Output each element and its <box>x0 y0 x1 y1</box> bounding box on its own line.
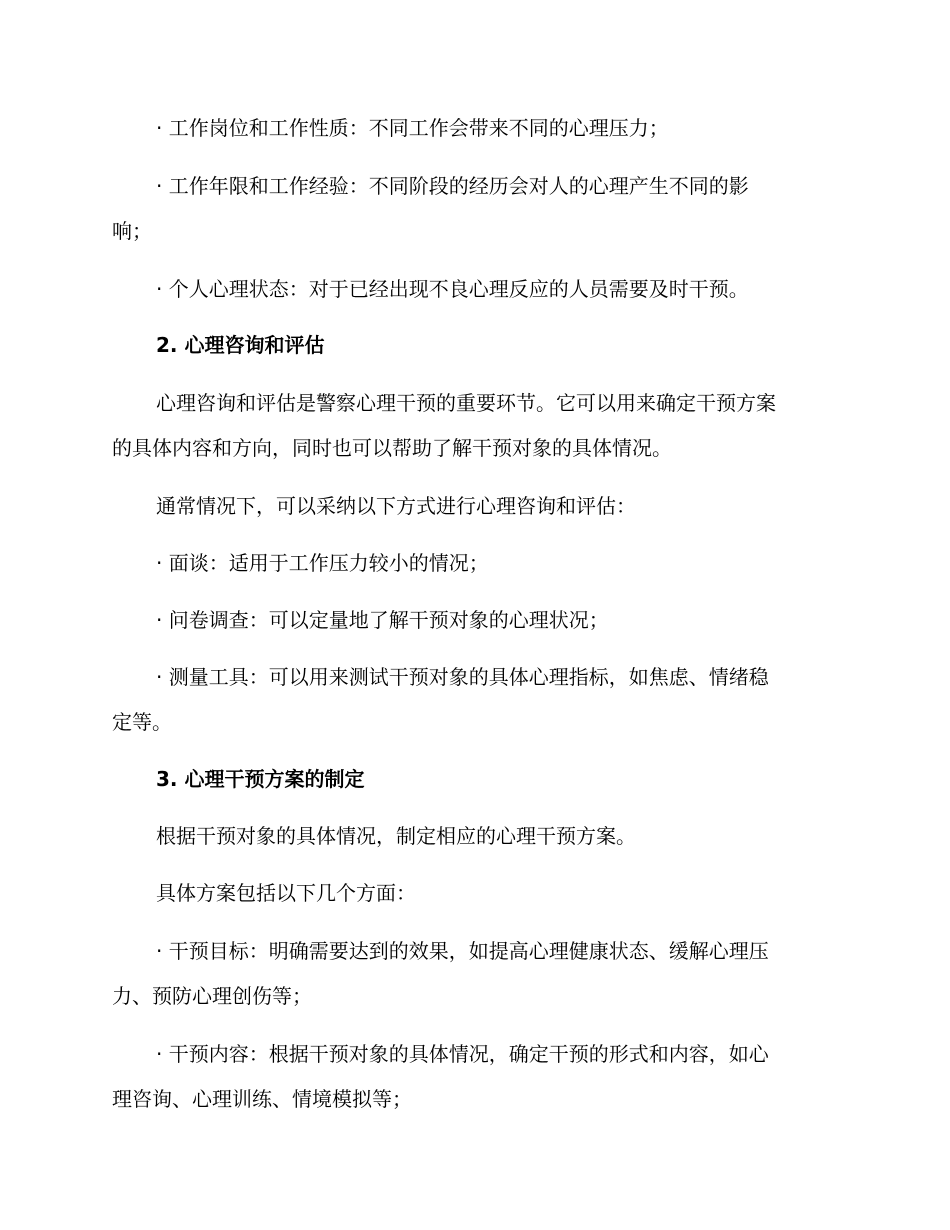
heading-text: 2. 心理咨询和评估 <box>156 333 325 357</box>
bullet-line: · 干预目标：明确需要达到的效果，如提高心理健康状态、缓解心理压 <box>156 939 769 963</box>
bullet-item <box>112 106 832 151</box>
bullet-line: · 个人心理状态：对于已经出现不良心理反应的人员需要及时干预。 <box>156 277 749 301</box>
paragraph-line: 通常情况下，可以采纳以下方式进行心理咨询和评估： <box>156 494 636 518</box>
bullet-item <box>112 655 832 745</box>
bullet-item <box>112 541 832 586</box>
bullet-item <box>112 267 832 312</box>
bullet-item <box>112 1032 832 1122</box>
paragraph <box>112 814 832 859</box>
section-heading <box>112 757 832 802</box>
bullet-line: · 测量工具：可以用来测试干预对象的具体心理指标，如焦虑、情绪稳 <box>156 665 769 689</box>
paragraph <box>112 871 832 916</box>
paragraph <box>112 484 832 529</box>
bullet-line: 力、预防心理创伤等； <box>112 984 312 1008</box>
paragraph-line: 具体方案包括以下几个方面： <box>156 881 416 905</box>
section-heading <box>112 323 832 368</box>
bullet-line: 理咨询、心理训练、情境模拟等； <box>112 1087 412 1111</box>
bullet-line: · 干预内容：根据干预对象的具体情况，确定干预的形式和内容，如心 <box>156 1042 769 1066</box>
bullet-item <box>112 164 832 254</box>
paragraph-line: 的具体内容和方向，同时也可以帮助了解干预对象的具体情况。 <box>112 436 672 460</box>
bullet-line: · 工作年限和工作经验：不同阶段的经历会对人的心理产生不同的影 <box>156 174 749 198</box>
paragraph-line: 心理咨询和评估是警察心理干预的重要环节。它可以用来确定干预方案 <box>156 391 776 415</box>
paragraph <box>112 381 832 471</box>
bullet-line: · 工作岗位和工作性质：不同工作会带来不同的心理压力； <box>156 116 669 140</box>
paragraph-line: 根据干预对象的具体情况，制定相应的心理干预方案。 <box>156 824 636 848</box>
heading-text: 3. 心理干预方案的制定 <box>156 767 365 791</box>
bullet-item <box>112 929 832 1019</box>
bullet-line: 定等。 <box>112 710 172 734</box>
bullet-line: 响； <box>112 219 152 243</box>
bullet-line: · 问卷调查：可以定量地了解干预对象的心理状况； <box>156 608 609 632</box>
bullet-line: · 面谈：适用于工作压力较小的情况； <box>156 551 489 575</box>
bullet-item <box>112 598 832 643</box>
